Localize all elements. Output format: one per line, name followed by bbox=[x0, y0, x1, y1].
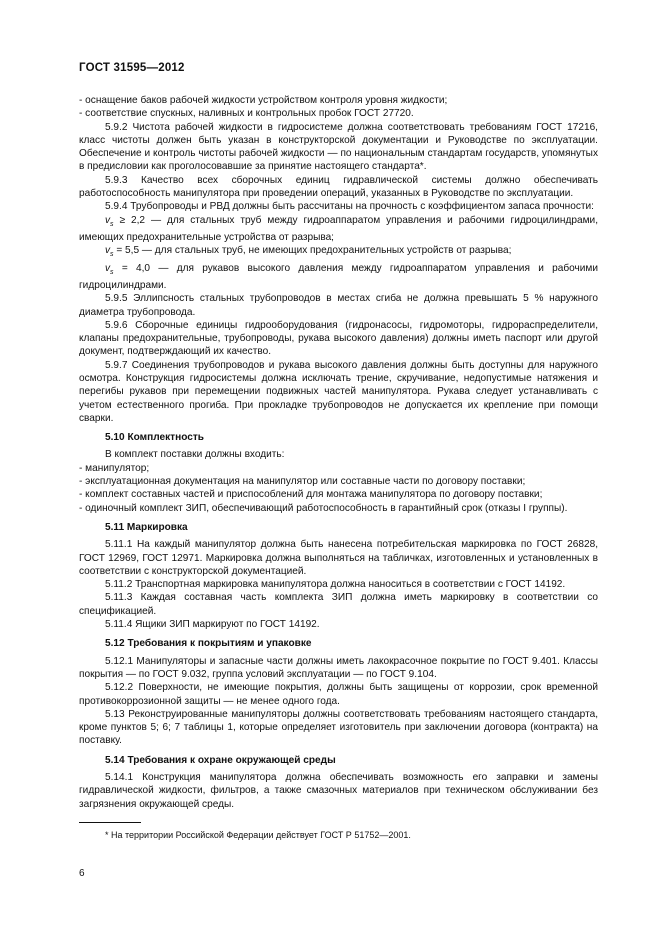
coefficient-subscript: s bbox=[110, 268, 114, 276]
coefficient-item bbox=[79, 262, 598, 293]
paragraph: 5.9.2 Чистота рабочей жидкости в гидросистеме должна соответствовать требованиям ГОСТ 17216, класс чистоты должен быть указан в конструкторской документации и Руководстве по эксплуатации. Обеспечение и контроль чистоты рабочей жидкости — по национальным стандартам государств, упомянутых в предисловии как проголосовавшие за принятие настоящего стандарта*. bbox=[79, 121, 598, 173]
coefficient-symbol: v bbox=[105, 262, 111, 274]
paragraph: 5.9.7 Соединения трубопроводов и рукава высокого давления должны быть доступны для наружного осмотра. Конструкция гидросистемы должна исключать трение, скручивание, недопустимые натяжения и перегибы рукавов при перемещении подвижных частей манипулятора. Рукава следует устанавливать с учетом естественного прогиба. При прокладке трубопроводов не допускается их крепление при помощи сварки. bbox=[79, 359, 598, 424]
paragraph: 5.11.2 Транспортная маркировка манипулятора должна наноситься в соответствии с ГОСТ 14192. bbox=[105, 579, 566, 591]
paragraph: 5.9.3 Качество всех сборочных единиц гидравлической системы должно обеспечивать работоспособность манипулятора при проведении операций, указанных в Руководстве по эксплуатации. bbox=[79, 174, 598, 200]
paragraph: 5.14.1 Конструкция манипулятора должна обеспечивать возможность его заправки и замены гидравлической жидкости, фильтров, а также смазочных материалов при техническом обслуживании без загрязнения окружающей среды. bbox=[79, 772, 598, 810]
document-header: ГОСТ 31595—2012 bbox=[79, 62, 185, 74]
section-heading: 5.10 Комплектность bbox=[105, 432, 204, 444]
paragraph: 5.9.5 Эллипсность стальных трубопроводов в местах сгиба не должна превышать 5 % наружного диаметра трубопровода. bbox=[79, 293, 598, 318]
coefficient-symbol: v bbox=[105, 245, 111, 257]
paragraph: 5.13 Реконструированные манипуляторы должны соответствовать требованиям настоящего стандарта, кроме пунктов 5; 6; 7 таблицы 1, которые определяет изготовитель при заключении договора (контракта) на поставку. bbox=[79, 708, 598, 747]
coefficient-item bbox=[79, 214, 598, 245]
coefficient-subscript: s bbox=[110, 251, 114, 259]
section-heading: 5.11 Маркировка bbox=[105, 521, 188, 533]
coefficient-text: = 5,5 — для стальных труб, не имеющих предохранительных устройств от разрыва; bbox=[113, 245, 512, 257]
footnote-divider bbox=[79, 822, 141, 823]
coefficient-text: = 4,0 — для рукавов высокого давления между гидроаппаратом управления и рабочими гидроцилиндрами. bbox=[79, 262, 598, 291]
footnote: * На территории Российской Федерации действует ГОСТ Р 51752—2001. bbox=[105, 830, 411, 840]
paragraph: 5.9.4 Трубопроводы и РВД должны быть рассчитаны на прочность с коэффициентом запаса прочности: bbox=[105, 201, 594, 213]
paragraph: 5.11.3 Каждая составная часть комплекта ЗИП должна иметь маркировку в соответствии со спецификацией. bbox=[79, 592, 598, 617]
paragraph: 5.11.4 Ящики ЗИП маркируют по ГОСТ 14192. bbox=[105, 619, 320, 631]
section-heading: 5.14 Требования к охране окружающей среды bbox=[105, 754, 336, 766]
document-body bbox=[79, 94, 598, 811]
coefficient-item bbox=[79, 244, 598, 261]
list-item: - одиночный комплект ЗИП, обеспечивающий работоспособность в гарантийный срок (отказы I группы). bbox=[79, 502, 568, 514]
coefficient-text: ≥ 2,2 — для стальных труб между гидроаппаратом управления и рабочими гидроцилиндрами, имеющих предохранительные устройства от разрыва; bbox=[79, 214, 598, 243]
paragraph: 5.11.1 На каждый манипулятор должна быть нанесена потребительская маркировка по ГОСТ 26828, ГОСТ 12969, ГОСТ 12971. Маркировка должна выполняться на табличках, изготовленных и установленных в соответствии с конструкторской документацией. bbox=[79, 539, 598, 577]
coefficient-symbol: v bbox=[105, 214, 111, 226]
page-number: 6 bbox=[79, 868, 85, 879]
coefficient-subscript: s bbox=[110, 220, 114, 228]
paragraph: 5.12.2 Поверхности, не имеющие покрытия, должны быть защищены от коррозии, срок временной противокоррозионной защиты — не менее одного года. bbox=[79, 682, 598, 707]
list-item: - эксплуатационная документация на манипулятор или составные части по договору поставки; bbox=[79, 476, 526, 488]
paragraph: 5.9.6 Сборочные единицы гидрооборудования (гидронасосы, гидромоторы, гидрораспределители, клапаны предохранительные, трубопроводы, рукава высокого давления) должны иметь паспорт или другой документ, подтверждающий их качество. bbox=[79, 319, 598, 358]
section-heading: 5.12 Требования к покрытиям и упаковке bbox=[105, 638, 312, 650]
paragraph: 5.12.1 Манипуляторы и запасные части должны иметь лакокрасочное покрытие по ГОСТ 9.401. Классы покрытия — по ГОСТ 9.032, группа условий эксплуатации — по ГОСТ 9.104. bbox=[79, 655, 598, 680]
list-item: - комплект составных частей и приспособлений для монтажа манипулятора по договору поставки; bbox=[79, 489, 543, 501]
list-item: - соответствие спускных, наливных и контрольных пробок ГОСТ 27720. bbox=[79, 108, 414, 120]
paragraph: В комплект поставки должны входить: bbox=[105, 449, 285, 461]
list-item: - манипулятор; bbox=[79, 462, 150, 474]
list-item: - оснащение баков рабочей жидкости устройством контроля уровня жидкости; bbox=[79, 95, 448, 106]
